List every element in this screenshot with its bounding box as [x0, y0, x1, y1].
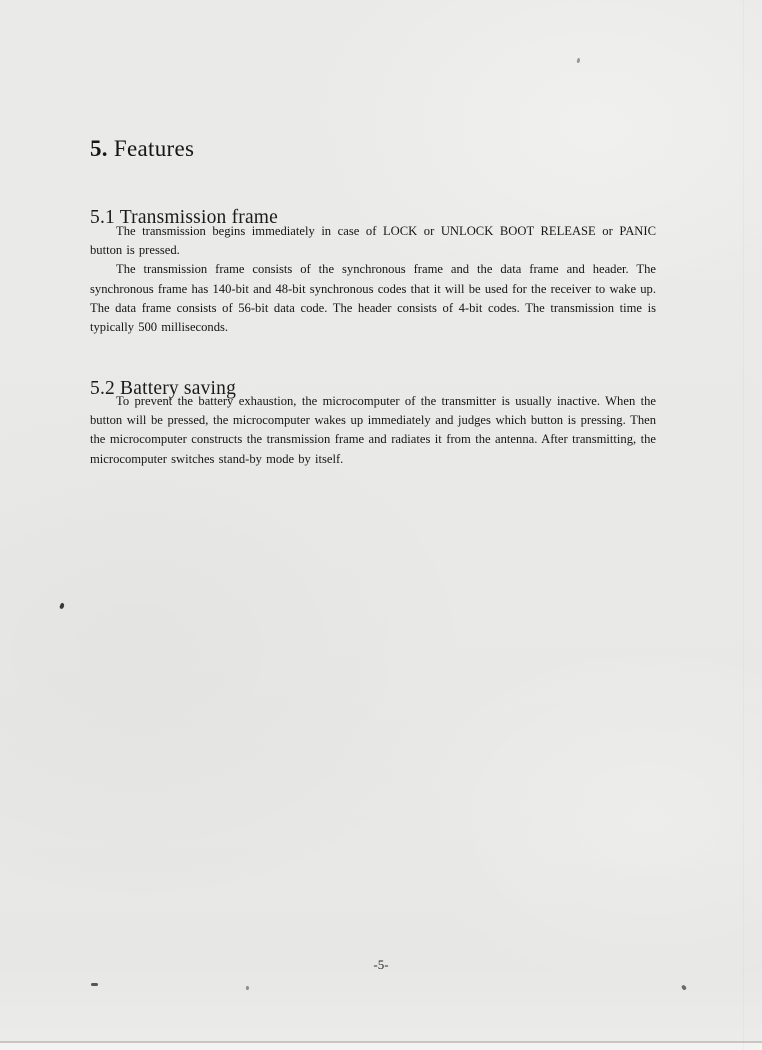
section-heading-transmission-frame: 5.1 Transmission frame: [90, 207, 279, 229]
scan-speck: [91, 983, 98, 986]
chapter-title-text: Features: [107, 136, 195, 162]
paragraph: The transmission begins immediately in case of LOCK or UNLOCK BOOT RELEASE or PANIC button is pressed.: [90, 224, 656, 258]
scan-speck: [59, 602, 65, 609]
paragraph: The transmission frame consists of the synchronous frame and the data frame and header. The synchronous frame has 140-bit and 48-bit synchronous codes that it will be used for the receiver to wake up. The data frame consists of 56-bit data code. The header consists of 4-bit codes. The transmission time is typically 500 milliseconds.: [90, 262, 656, 335]
section-heading-battery-saving: 5.2 Battery saving: [90, 378, 237, 400]
page-number: -5-: [373, 957, 389, 972]
section-body-battery-saving: [90, 392, 656, 469]
scan-speck: [681, 984, 687, 990]
scan-scanner-bed-strip: [0, 1043, 762, 1050]
scan-speck: [246, 986, 249, 990]
section-body-transmission-frame: [90, 222, 656, 337]
chapter-number: 5.: [90, 136, 108, 162]
page-title: [90, 136, 194, 162]
scan-speck: [576, 58, 580, 64]
scan-right-crease: [743, 0, 745, 1050]
paragraph: To prevent the battery exhaustion, the microcomputer of the transmitter is usually inactive. When the button will be pressed, the microcomputer wakes up immediately and judges which button is pressing. Then the microcomputer constructs the transmission frame and radiates it from the antenna. After transmitting, the microcomputer switches stand-by mode by itself.: [90, 394, 656, 466]
